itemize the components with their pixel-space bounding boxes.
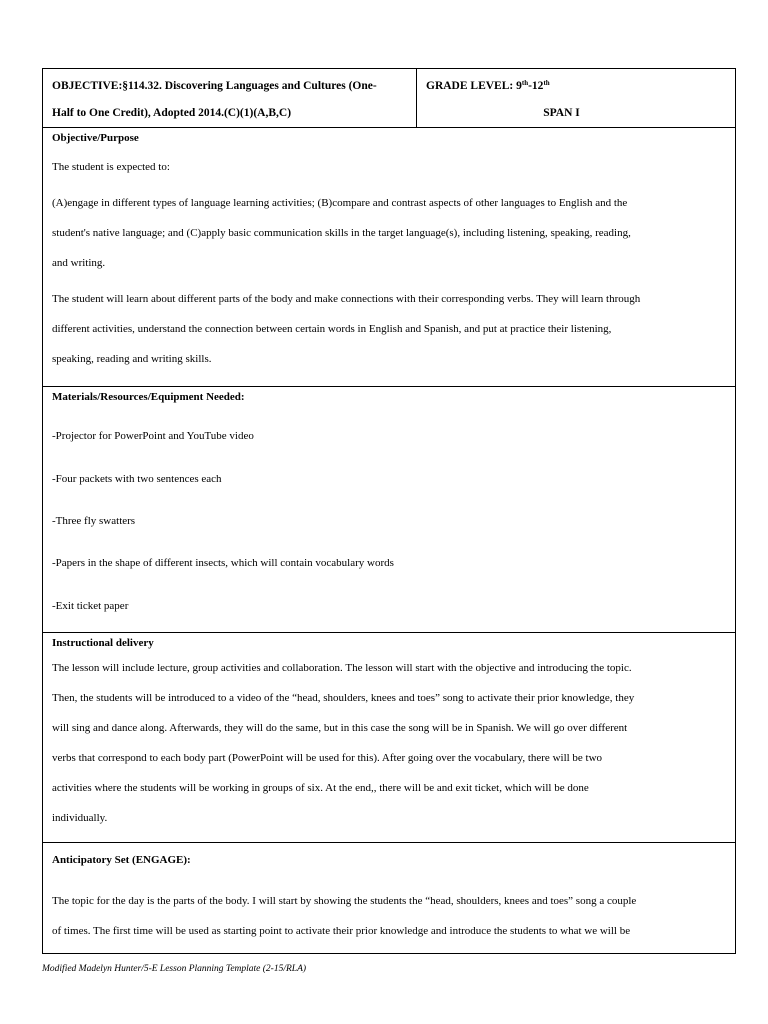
section-heading: Materials/Resources/Equipment Needed: [52,391,245,403]
anticipatory-set-section [43,843,736,954]
lesson-goal-line: different activities, understand the connection between certain words in English and Spanish, and put at practice their listening, [52,323,612,335]
lesson-goal-line: speaking, reading and writing skills. [52,353,212,365]
instruction-line: individually. [52,812,108,824]
instruction-line: will sing and dance along. Afterwards, they will do the same, but in this case the song will be in Spanish. We will go over different [52,722,628,734]
lesson-goal-line: The student will learn about different parts of the body and make connections with their corresponding verbs. They will learn through [52,293,641,305]
purpose-intro: The student is expected to: [52,161,170,173]
objective-purpose-section [43,128,736,387]
instruction-line: verbs that correspond to each body part (PowerPoint will be used for this). After going over the vocabulary, there will be two [52,752,603,764]
instruction-line: The lesson will include lecture, group activities and collaboration. The lesson will start with the objective and introducing the topic. [52,662,632,674]
course-name: SPAN I [543,107,580,119]
section-heading: Anticipatory Set (ENGAGE): [52,854,191,866]
material-item: -Papers in the shape of different insects, which will contain vocabulary words [52,557,394,569]
standards-line: student's native language; and (C)apply basic communication skills in the target language(s), including listening, speaking, reading, [52,227,631,239]
page-footer: Modified Madelyn Hunter/5-E Lesson Planning Template (2-15/RLA) [42,964,307,974]
material-item: -Three fly swatters [52,515,136,527]
grade-level-cell [417,69,736,128]
anticipatory-line: The topic for the day is the parts of the body. I will start by showing the students the “head, shoulders, knees and toes” song a couple [52,895,637,907]
instruction-line: activities where the students will be working in groups of six. At the end,, there will be and exit ticket, which will be done [52,782,589,794]
instruction-line: Then, the students will be introduced to a video of the “head, shoulders, knees and toes” song to activate their prior knowledge, they [52,692,635,704]
standards-line: and writing. [52,257,106,269]
section-heading: Instructional delivery [52,637,154,649]
anticipatory-line: of times. The first time will be used as starting point to activate their prior knowledge and introduce the students to what we will be [52,925,631,937]
instructional-delivery-section [43,633,736,843]
materials-section [43,387,736,633]
lesson-plan-table [42,68,736,954]
material-item: -Four packets with two sentences each [52,473,222,485]
standards-line: (A)engage in different types of language learning activities; (B)compare and contrast aspects of other languages to English and the [52,197,628,209]
objective-cell [43,69,417,128]
material-item: -Exit ticket paper [52,600,129,612]
grade-level: GRADE LEVEL: 9th-12th [426,79,550,92]
objective-line-1: OBJECTIVE:§114.32. Discovering Languages and Cultures (One- [52,80,377,92]
section-heading: Objective/Purpose [52,132,139,144]
material-item: -Projector for PowerPoint and YouTube video [52,430,254,442]
objective-line-2: Half to One Credit), Adopted 2014.(C)(1)(A,B,C) [52,107,292,119]
